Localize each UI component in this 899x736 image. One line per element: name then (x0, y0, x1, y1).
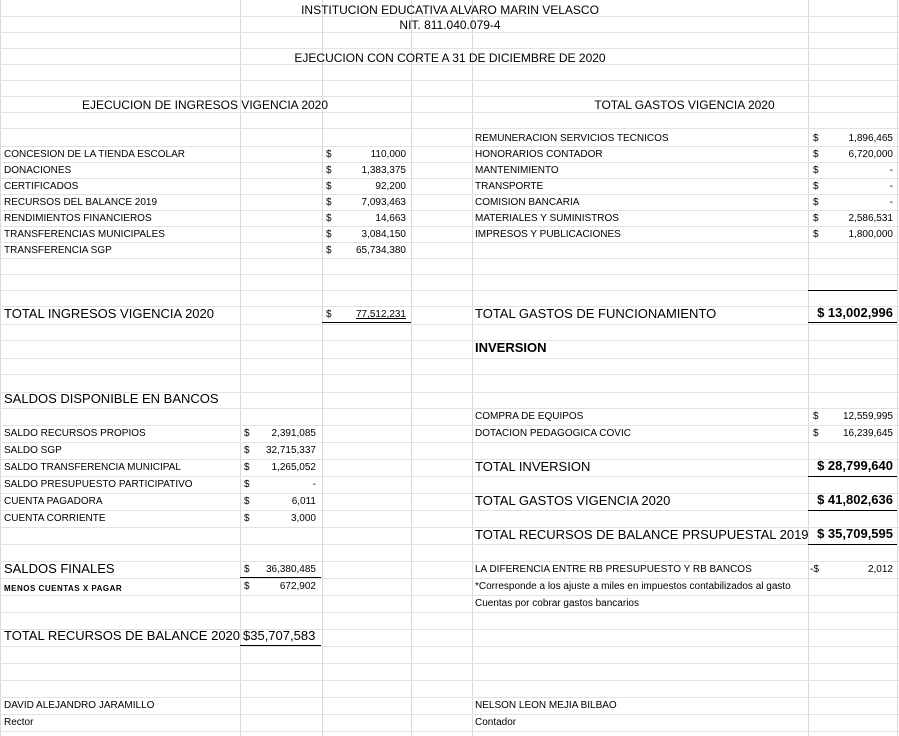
ingreso-value: 1,383,375 (361, 165, 406, 176)
rector-role: Rector (4, 717, 34, 728)
total-gastos-vigencia-underline (808, 510, 897, 511)
gasto-label: MATERIALES Y SUMINISTROS (475, 213, 619, 224)
menos-cuentas-label: MENOS CUENTAS X PAGAR (4, 584, 123, 593)
currency-sign: $ (813, 428, 819, 439)
ingreso-label: DONACIONES (4, 165, 72, 176)
currency-sign: $ (326, 213, 332, 224)
total-ingresos-underline (322, 322, 411, 323)
diferencia-note: *Corresponde a los ajuste a miles en impuestos contabilizados al gasto (475, 581, 791, 592)
currency-sign: $ (813, 165, 819, 176)
gasto-value: 2,586,531 (848, 213, 893, 224)
gasto-label: MANTENIMIENTO (475, 165, 559, 176)
gasto-value: 6,720,000 (848, 149, 893, 160)
saldos-finales-underline (240, 577, 321, 578)
currency-sign: $ (244, 462, 250, 473)
currency-sign: $ (244, 581, 250, 592)
saldo-label: SALDO RECURSOS PROPIOS (4, 428, 146, 439)
report-subtitle: EJECUCION CON CORTE A 31 DE DICIEMBRE DE 2020 (294, 51, 606, 65)
diferencia-currency: -$ (810, 564, 819, 575)
ingreso-value: 110,000 (370, 149, 406, 160)
diferencia-note-2: Cuentas por cobrar gastos bancarios (475, 598, 639, 609)
saldo-label: CUENTA PAGADORA (4, 496, 103, 507)
currency-sign: $ (813, 181, 819, 192)
currency-sign: $ (326, 181, 332, 192)
saldo-value: - (312, 479, 316, 490)
total-balance-2020-value: $35,707,583 (243, 628, 316, 643)
ingreso-label: CERTIFICADOS (4, 181, 79, 192)
total-ingresos-label: TOTAL INGRESOS VIGENCIA 2020 (4, 306, 214, 321)
total-gastos-vigencia-label: TOTAL GASTOS VIGENCIA 2020 (475, 493, 671, 508)
ingreso-label: TRANSFERENCIA SGP (4, 245, 112, 256)
inversion-value: 12,559,995 (842, 411, 893, 422)
total-balance-2020-label: TOTAL RECURSOS DE BALANCE 2020 (4, 628, 241, 643)
ingreso-label: RENDIMIENTOS FINANCIEROS (4, 213, 152, 224)
contador-name: NELSON LEON MEJIA BILBAO (475, 700, 617, 711)
total-funcionamiento-underline (808, 322, 897, 323)
diferencia-label: LA DIFERENCIA ENTRE RB PRESUPUESTO Y RB BANCOS (475, 564, 752, 575)
currency-sign: $ (244, 479, 250, 490)
saldo-label: SALDO SGP (4, 445, 62, 456)
total-gastos-vigencia-value: $ 41,802,636 (817, 492, 893, 507)
total-balance-underline (240, 645, 321, 646)
currency-sign: $ (813, 149, 819, 160)
currency-sign: $ (244, 496, 250, 507)
currency-sign: $ (813, 197, 819, 208)
gastos-title: TOTAL GASTOS VIGENCIA 2020 (594, 98, 775, 112)
saldos-finales-value: 36,380,485 (265, 564, 316, 575)
gasto-value: 1,800,000 (848, 229, 893, 240)
currency-sign: $ (244, 445, 250, 456)
total-inversion-value: $ 28,799,640 (817, 458, 893, 473)
ingreso-value: 92,200 (375, 181, 406, 192)
gasto-label: TRANSPORTE (475, 181, 544, 192)
saldo-label: CUENTA CORRIENTE (4, 513, 106, 524)
saldos-title: SALDOS DISPONIBLE EN BANCOS (4, 391, 219, 406)
ingresos-title: EJECUCION DE INGRESOS VIGENCIA 2020 (81, 98, 329, 112)
currency-sign: $ (244, 513, 250, 524)
gastos-sum-line (808, 290, 897, 291)
currency-sign: $ (326, 245, 332, 256)
inversion-label: DOTACION PEDAGOGICA COVIC (475, 428, 631, 439)
total-funcionamiento-label: TOTAL GASTOS DE FUNCIONAMIENTO (475, 306, 717, 321)
rector-name: DAVID ALEJANDRO JARAMILLO (4, 700, 155, 711)
saldo-value: 32,715,337 (265, 445, 316, 456)
saldo-value: 2,391,085 (271, 428, 316, 439)
recursos-balance-2019-underline (808, 544, 897, 545)
gasto-value: - (889, 197, 893, 208)
currency-sign: $ (326, 149, 332, 160)
gasto-label: COMISION BANCARIA (475, 197, 580, 208)
gasto-value: - (889, 165, 893, 176)
saldos-finales-label: SALDOS FINALES (4, 561, 115, 576)
saldo-label: SALDO PRESUPUESTO PARTICIPATIVO (4, 479, 193, 490)
institution-name: INSTITUCION EDUCATIVA ALVARO MARIN VELASCO (301, 3, 599, 17)
recursos-balance-2019-label: TOTAL RECURSOS DE BALANCE PRSUPUESTAL 2019 (475, 527, 809, 542)
currency-sign: $ (326, 309, 332, 320)
ingreso-value: 14,663 (375, 213, 406, 224)
currency-sign: $ (326, 165, 332, 176)
recursos-balance-2019-value: $ 35,709,595 (817, 526, 893, 541)
contador-role: Contador (475, 717, 517, 728)
total-ingresos-value: 77,512,231 (355, 309, 406, 320)
currency-sign: $ (326, 197, 332, 208)
saldo-value: 1,265,052 (271, 462, 316, 473)
inversion-title: INVERSION (475, 340, 547, 355)
currency-sign: $ (326, 229, 332, 240)
total-inversion-label: TOTAL INVERSION (475, 459, 591, 474)
currency-sign: $ (244, 428, 250, 439)
ingreso-label: CONCESION DE LA TIENDA ESCOLAR (4, 149, 185, 160)
saldo-value: 6,011 (291, 496, 316, 507)
currency-sign: $ (813, 133, 819, 144)
currency-sign: $ (244, 564, 250, 575)
gasto-label: REMUNERACION SERVICIOS TECNICOS (475, 133, 669, 144)
ingreso-label: TRANSFERENCIAS MUNICIPALES (4, 229, 165, 240)
total-funcionamiento-value: $ 13,002,996 (817, 305, 893, 320)
menos-cuentas-value: 672,902 (279, 581, 316, 592)
gasto-label: IMPRESOS Y PUBLICACIONES (475, 229, 621, 240)
ingreso-value: 65,734,380 (355, 245, 406, 256)
inversion-label: COMPRA DE EQUIPOS (475, 411, 584, 422)
gasto-value: 1,896,465 (848, 133, 893, 144)
saldo-label: SALDO TRANSFERENCIA MUNICIPAL (4, 462, 181, 473)
currency-sign: $ (813, 229, 819, 240)
currency-sign: $ (813, 411, 819, 422)
diferencia-value: 2,012 (867, 564, 893, 575)
institution-nit: NIT. 811.040.079-4 (399, 18, 501, 32)
saldo-value: 3,000 (290, 513, 316, 524)
gasto-label: HONORARIOS CONTADOR (475, 149, 603, 160)
ingreso-value: 7,093,463 (361, 197, 406, 208)
inversion-value: 16,239,645 (842, 428, 893, 439)
ingreso-label: RECURSOS DEL BALANCE 2019 (4, 197, 158, 208)
gasto-value: - (889, 181, 893, 192)
ingreso-value: 3,084,150 (361, 229, 406, 240)
currency-sign: $ (813, 213, 819, 224)
total-inversion-underline (808, 476, 897, 477)
